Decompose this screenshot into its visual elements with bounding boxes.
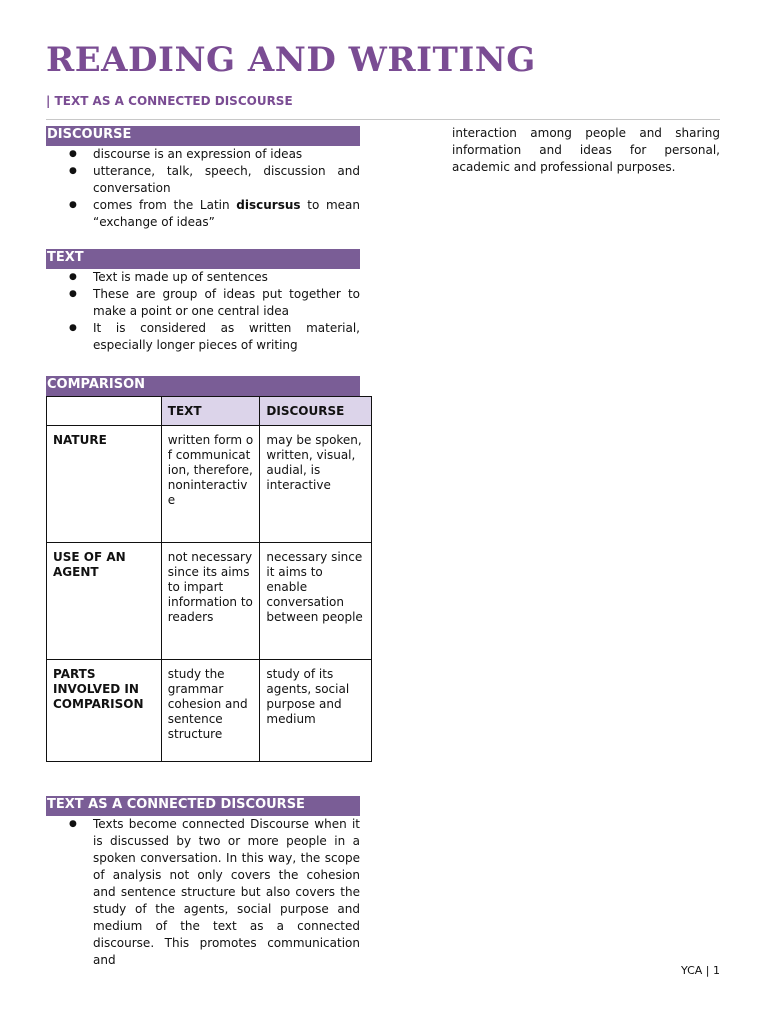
discourse-bullet-list xyxy=(46,146,360,231)
table-row xyxy=(47,543,372,660)
list-item: ● These are group of ideas put together to make a point or one central idea xyxy=(93,286,360,320)
list-item: ● discourse is an expression of ideas xyxy=(93,146,360,163)
table-row-label: USE OF AN AGENT xyxy=(47,543,162,660)
list-item: ● utterance, talk, speech, discussion and conversation xyxy=(93,163,360,197)
connected-discourse-bullet-list xyxy=(46,816,360,969)
section-heading-discourse: DISCOURSE xyxy=(46,126,360,146)
section-heading-text: TEXT xyxy=(46,249,360,269)
document-subtitle: | TEXT AS A CONNECTED DISCOURSE xyxy=(46,94,293,108)
table-header-cell-discourse: DISCOURSE xyxy=(260,397,372,426)
list-item-text: comes from the Latin xyxy=(93,198,230,212)
list-item-text: to mean “exchange of ideas” xyxy=(93,198,360,229)
latin-term: discursus xyxy=(236,198,301,212)
table-row-label: PARTS INVOLVED IN COMPARISON xyxy=(47,660,162,762)
table-cell: written form of communication, therefore, noninteractive xyxy=(161,426,260,543)
comparison-table xyxy=(46,396,372,762)
table-header-cell-text: TEXT xyxy=(161,397,260,426)
list-item: ● Text is made up of sentences xyxy=(93,269,360,286)
table-cell: study the grammar cohesion and sentence structure xyxy=(161,660,260,762)
table-cell: not necessary since its aims to impart information to readers xyxy=(161,543,260,660)
text-bullet-list xyxy=(46,269,360,354)
list-item: ● Texts become connected Discourse when it is discussed by two or more people in a spoken conversation. In this way, the scope of analysis not only covers the cohesion and sentence structure but also covers the study of the agents, social purpose and medium of the text as a connected discourse. This promotes communication and xyxy=(93,816,360,969)
list-item: ● It is considered as written material, especially longer pieces of writing xyxy=(93,320,360,354)
table-row-label: NATURE xyxy=(47,426,162,543)
table-row xyxy=(47,660,372,762)
table-row xyxy=(47,426,372,543)
document-title: READING AND WRITING xyxy=(46,40,536,80)
table-cell: necessary since it aims to enable conversation between people xyxy=(260,543,372,660)
page-footer: YCA | 1 xyxy=(680,964,720,977)
table-header-cell-empty xyxy=(47,397,162,426)
list-item xyxy=(93,197,360,231)
section-heading-comparison: COMPARISON xyxy=(46,376,360,396)
continued-paragraph: interaction among people and sharing information and ideas for personal, academic and professional purposes. xyxy=(452,126,720,174)
section-heading-connected-discourse: TEXT AS A CONNECTED DISCOURSE xyxy=(46,796,360,816)
left-column xyxy=(46,126,363,969)
table-cell: may be spoken, written, visual, audial, is interactive xyxy=(260,426,372,543)
table-header-row xyxy=(47,397,372,426)
header-divider xyxy=(46,119,720,120)
table-cell: study of its agents, social purpose and medium xyxy=(260,660,372,762)
